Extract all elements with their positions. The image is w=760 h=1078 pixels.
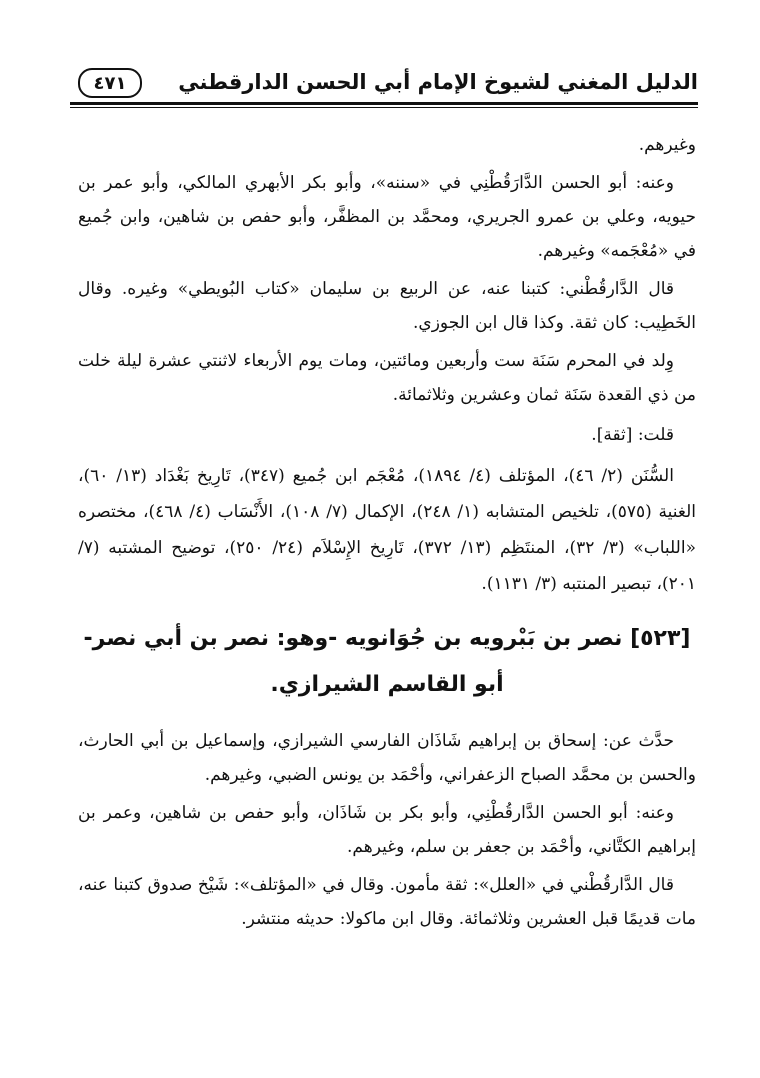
header-rule-thin [70, 107, 698, 108]
page-header [70, 62, 698, 108]
paragraph: حدَّث عن: إسحاق بن إبراهيم شَاذَان الفارسي الشيرازي، وإسماعيل بن أبي الحارث، والحسن بن محمَّد الصباح الزعفراني، وأحْمَد بن يونس الضبي، وغيرهم. [78, 731, 696, 785]
paragraph: وعنه: أبو الحسن الدَّارقُطْنِي، وأبو بكر بن شَاذَان، وأبو حفص بن شاهين، وعمر بن إبراهيم الكتَّاني، وأحْمَد بن جعفر بن سلم، وغيرهم. [78, 803, 696, 857]
paragraph: وغيرهم. [638, 135, 696, 155]
page-number: ٤٧١ [78, 68, 142, 98]
entry-title: نصر بن بَبْرويه بن جُوَانويه -وهو: نصر بن أبي نصر- أبو القاسم الشيرازي. [83, 626, 623, 697]
author-note: قلت: [ثقة]. [591, 425, 674, 445]
paragraph: وعنه: أبو الحسن الدَّارَقُطْنِي في «سننه»، وأبو بكر الأبهري المالكي، وأبو عمر بن حيويه، وعلي بن عمرو الجريري، ومحمَّد بن المظفَّر، وأبو حفص بن شاهين، وابن جُميع في «مُعْجَمه» وغيرهم. [78, 173, 696, 261]
paragraph: وِلد في المحرم سَنَة ست وأربعين ومائتين، ومات يوم الأربعاء لاثنتي عشرة ليلة خلت من ذي القعدة سَنَة ثمان وعشرين وثلاثمائة. [78, 351, 696, 405]
paragraph: قال الدَّارقُطْني: كتبنا عنه، عن الربيع بن سليمان «كتاب البُويطي» وغيره. وقال الخَطِيب: كان ثقة. وكذا قال ابن الجوزي. [78, 279, 696, 333]
running-title: الدليل المغني لشيوخ الإمام أبي الحسن الدارقطني [178, 70, 698, 94]
sources-list: السُّنَن (٢/ ٤٦)، المؤتلف (٤/ ١٨٩٤)، مُعْجَم ابن جُميع (٣٤٧)، تَارِيخ بَغْدَاد (١٣/ ٦٠)، الغنية (٥٧٥)، تلخيص المتشابه (١/ ٢٤٨)، الإكمال (٧/ ١٠٨)، الأَنْسَاب (٤/ ٤٦٨)، مختصره «اللباب» (٣/ ٣٢)، المنتَظِم (١٣/ ٣٧٢)، تَارِيخ الإِسْلاَم (٢٤/ ٢٥٠)، توضيح المشتبه (٧/ ٢٠١)، تبصير المنتبه (٣/ ١١٣١). [78, 466, 697, 594]
header-rule [70, 102, 698, 105]
page-body [78, 128, 696, 940]
entry-heading [78, 616, 696, 708]
entry-number: [٥٢٣] [630, 626, 691, 651]
paragraph: قال الدَّارقُطْني في «العلل»: ثقة مأمون. وقال في «المؤتلف»: شَيْخ صدوق كتبنا عنه، مات قديمًا قبل العشرين وثلاثمائة. وقال ابن ماكولا: حديثه منتشر. [78, 875, 696, 929]
